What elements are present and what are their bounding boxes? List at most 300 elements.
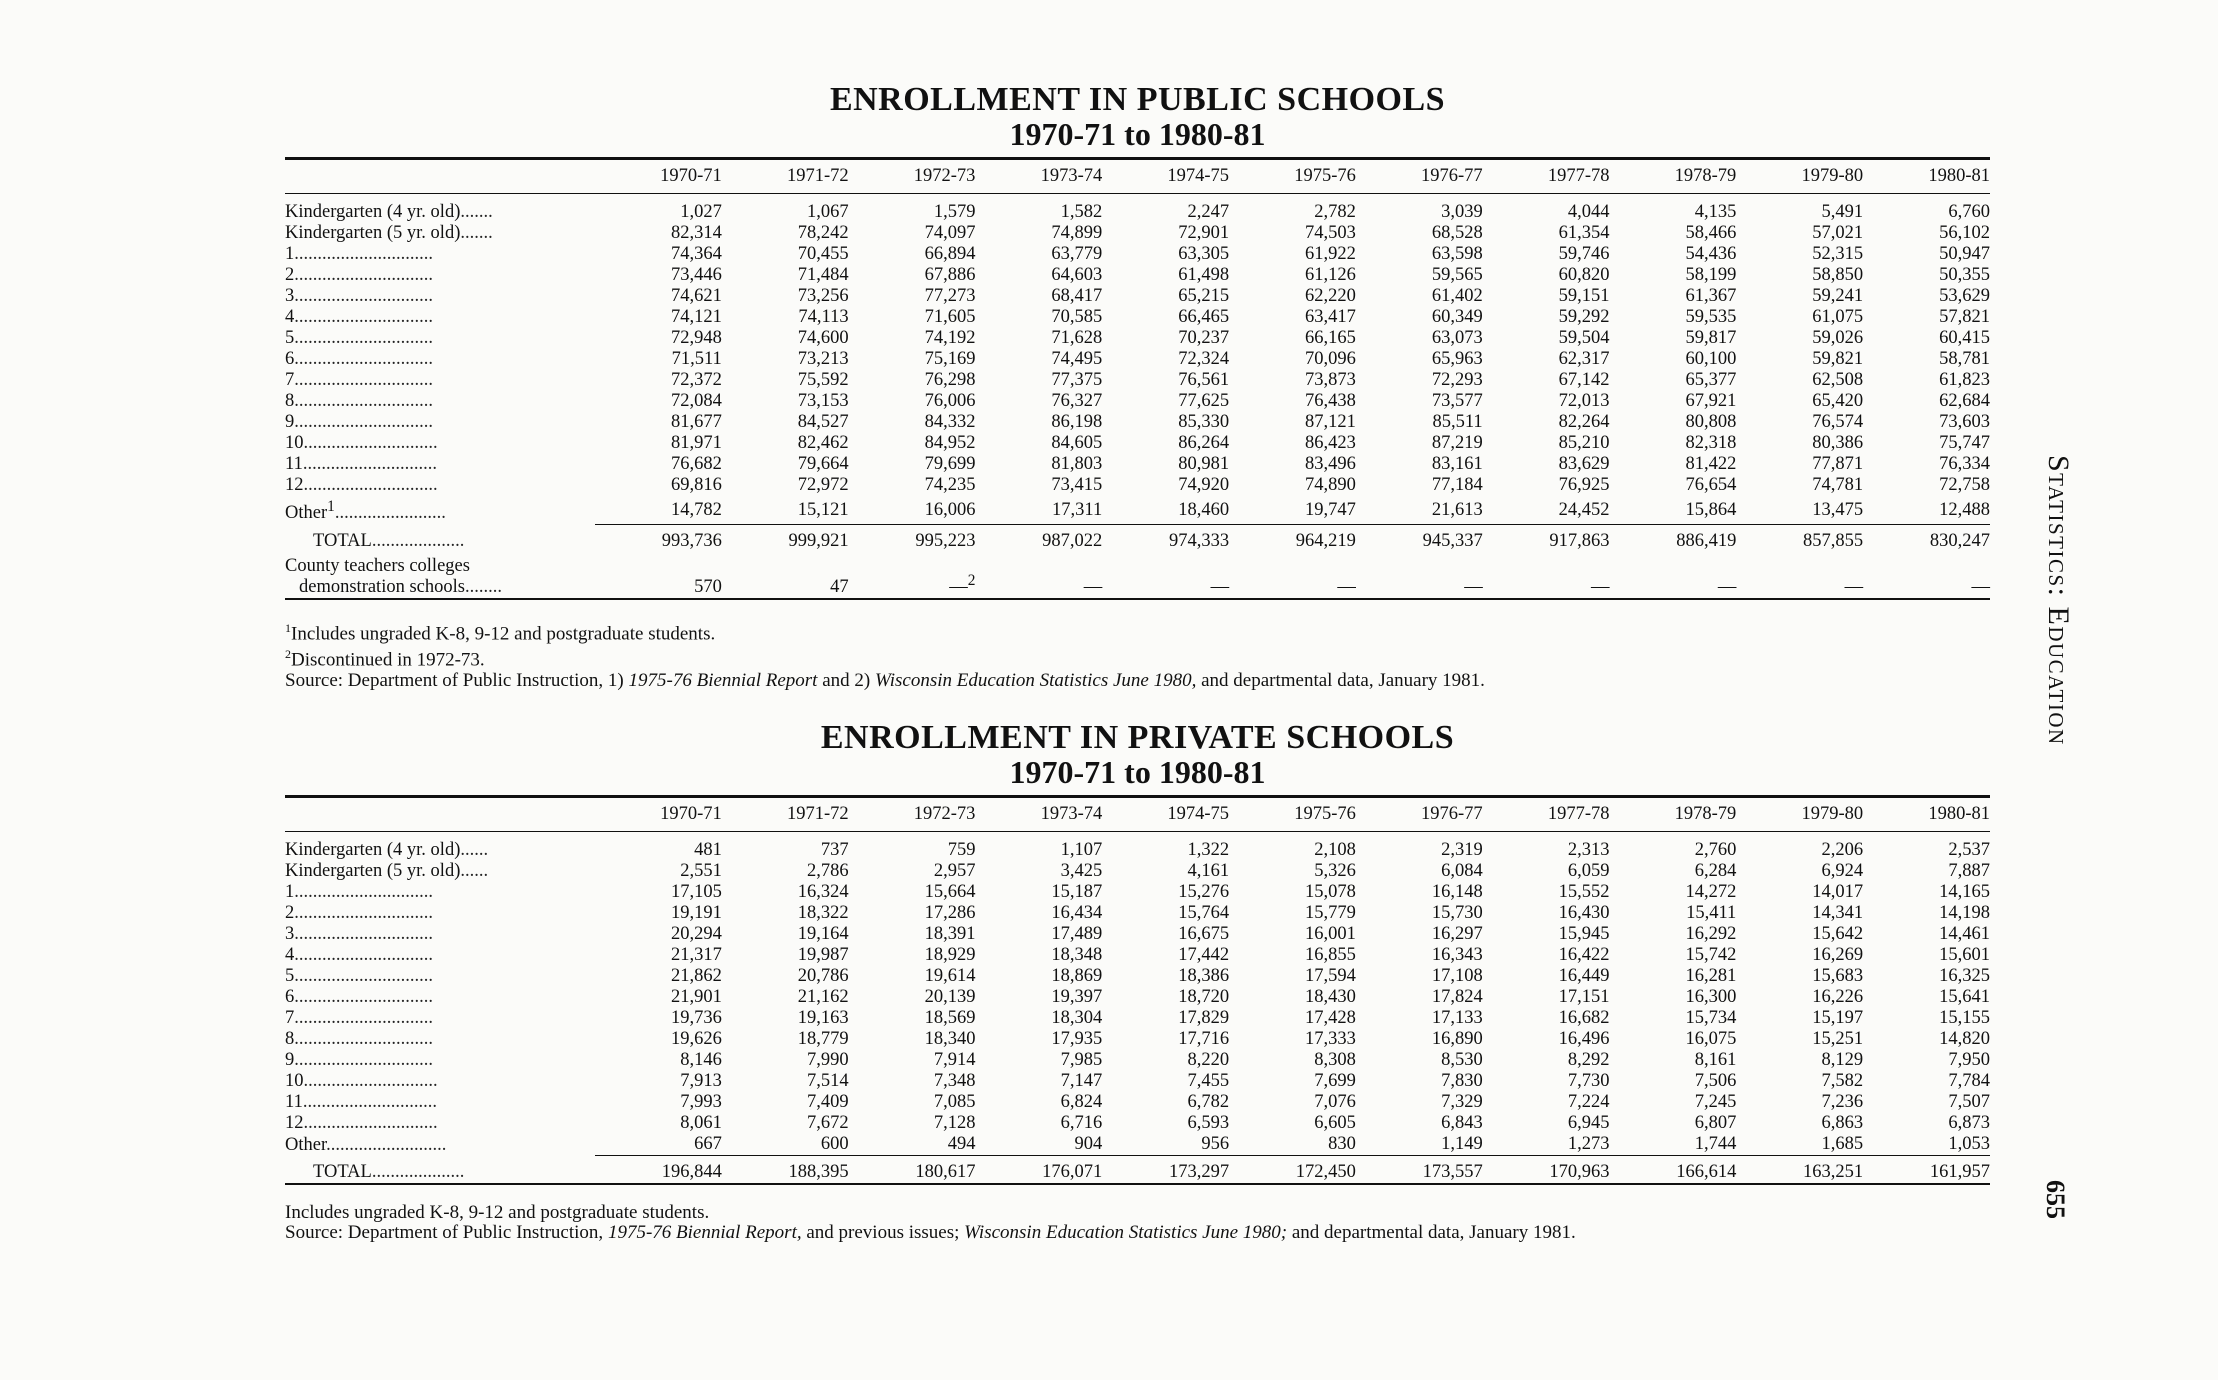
table-cell: 68,417 [1051,286,1103,307]
table-cell: 7,076 [1314,1092,1356,1113]
table-row [285,286,1990,307]
leader-dots: .............................. [294,349,433,370]
table-cell: 8,220 [1187,1050,1230,1071]
table-cell: 17,333 [1305,1029,1356,1050]
table-cell: 15,187 [1051,882,1103,903]
table-cell: 74,097 [924,223,976,244]
public-table-body [285,194,1990,599]
county-cell [1483,552,1610,599]
leader-dots: .............................. [294,328,433,349]
table-cell: 73,446 [670,265,722,286]
table-cell: 74,192 [924,328,976,349]
public-title: ENROLLMENT IN PUBLIC SCHOOLS [829,81,1446,118]
table-cell: 7,506 [1694,1071,1737,1092]
table-cell: 76,298 [924,370,976,391]
table-cell: 4,135 [1694,202,1737,223]
table-cell: 830 [1328,1134,1356,1155]
table-cell: 2,206 [1821,840,1864,861]
table-cell: 62,508 [1812,370,1864,391]
table-cell: 15,121 [797,499,849,520]
table-cell: 15,742 [1685,945,1737,966]
table-cell: 20,139 [924,987,976,1008]
table-cell: 15,078 [1305,882,1356,903]
year-header: 1973-74 [975,160,1102,194]
table-cell: 59,151 [1558,286,1610,307]
table-cell: 63,598 [1431,244,1483,265]
table-cell: 14,341 [1812,903,1864,924]
table-cell: 19,397 [1051,987,1103,1008]
year-header: 1977-78 [1483,798,1610,832]
row-label-text: 2 [285,903,295,924]
table-cell: 1,685 [1821,1134,1864,1155]
county-cell [1356,552,1483,599]
row-label-text: 8 [285,391,295,412]
county-label [285,552,595,599]
page-number: 655 [2041,1180,2070,1219]
total-cell: 176,071 [975,1156,1102,1185]
leader-dots: .............................. [294,307,433,328]
table-cell: 82,264 [1558,412,1610,433]
table-cell: 7,409 [807,1092,849,1113]
table-cell: 18,430 [1305,987,1356,1008]
year-header: 1980-81 [1863,160,1990,194]
table-row [285,496,1990,524]
table-cell: 75,747 [1939,433,1990,454]
table-cell: 6,716 [1060,1113,1103,1134]
table-cell: 87,219 [1431,433,1483,454]
table-cell: 7,993 [680,1092,722,1113]
table-cell: 16,300 [1685,987,1737,1008]
table-cell: 1,149 [1441,1134,1483,1155]
table-cell: 72,324 [1178,349,1230,370]
table-cell: 16,281 [1685,966,1737,987]
total-row [285,1156,1990,1185]
table-cell: 76,925 [1558,475,1610,496]
table-cell: 70,237 [1178,328,1230,349]
leader-dots: .............................. [294,370,433,391]
table-cell: 59,026 [1812,328,1864,349]
table-row [285,924,1990,945]
header-blank-cell [285,160,595,194]
table-cell: 84,952 [924,433,976,454]
table-cell: 14,017 [1812,882,1864,903]
public-enrollment-table [285,160,1990,600]
row-label [285,1134,595,1156]
table-cell: 17,829 [1178,1008,1230,1029]
table-cell: 8,146 [680,1050,722,1071]
row-label-text: 2 [285,265,295,286]
table-cell: 16,430 [1558,903,1610,924]
table-cell: 17,428 [1305,1008,1356,1029]
table-cell: 7,147 [1060,1071,1103,1092]
row-label [285,945,595,966]
table-cell: 80,386 [1812,433,1864,454]
year-header: 1971-72 [722,160,849,194]
table-cell: 59,504 [1558,328,1610,349]
public-enrollment-section [285,82,1990,691]
table-cell: 74,899 [1051,223,1103,244]
table-row [285,1029,1990,1050]
table-cell: 16,890 [1431,1029,1483,1050]
table-row [285,307,1990,328]
table-cell: 494 [947,1134,976,1155]
table-row [285,1071,1990,1092]
table-cell: 77,625 [1178,391,1230,412]
leader-dots: ........................ [334,503,446,524]
row-label-text: 8 [285,1029,295,1050]
table-cell: 73,603 [1939,412,1990,433]
row-label [285,194,595,224]
table-row [285,391,1990,412]
table-cell: 17,286 [924,903,976,924]
county-value: — [1971,576,1990,597]
row-label-text: 12 [285,1113,304,1134]
table-cell: 18,569 [924,1008,976,1029]
table-cell: 16,226 [1812,987,1864,1008]
row-label-text: Other [285,503,328,524]
table-cell: 19,747 [1305,499,1356,520]
public-source: Source: Department of Public Instruction, 1) 1975-76 Biennial Report and 2) Wisconsin Education Statistics June 1980, and departmental data, January 1981. [285,669,1485,691]
county-row [285,552,1990,599]
table-row [285,882,1990,903]
year-header: 1970-71 [595,160,722,194]
county-label-line2-text: demonstration schools [299,576,465,597]
table-cell: 74,495 [1051,349,1103,370]
table-cell: 61,823 [1939,370,1990,391]
county-value: — [1591,576,1610,597]
row-label [285,832,595,862]
table-cell: 6,605 [1314,1113,1356,1134]
table-cell: 83,496 [1305,454,1356,475]
table-cell: 14,461 [1939,924,1990,945]
private-enrollment-section [285,720,1990,1243]
table-cell: 1,273 [1567,1134,1610,1155]
row-label-text: 5 [285,328,295,349]
table-cell: 5,326 [1314,861,1356,882]
row-label-text: 10 [285,433,304,454]
table-cell: 79,699 [924,454,976,475]
row-label [285,265,595,286]
table-cell: 20,294 [670,924,722,945]
table-cell: 67,886 [924,265,976,286]
table-cell: 7,950 [1948,1050,1990,1071]
year-header: 1976-77 [1356,798,1483,832]
total-row [285,524,1990,552]
table-cell: 6,084 [1441,861,1483,882]
table-row [285,987,1990,1008]
table-cell: 6,059 [1567,861,1610,882]
total-cell: 173,297 [1102,1156,1229,1185]
table-cell: 8,292 [1567,1050,1610,1071]
header-blank-cell [285,798,595,832]
row-label [285,391,595,412]
table-cell: 759 [947,840,976,861]
table-cell: 17,824 [1431,987,1483,1008]
table-cell: 74,600 [797,328,849,349]
private-table-body [285,832,1990,1185]
table-cell: 15,197 [1812,1008,1864,1029]
table-cell: 6,760 [1948,202,1990,223]
table-cell: 73,873 [1305,370,1356,391]
private-source: Source: Department of Public Instruction, 1975-76 Biennial Report, and previous issues; Wisconsin Education Statistics June 1980; and departmental data, January 1981. [285,1222,1576,1244]
private-footnote-1: Includes ungraded K-8, 9-12 and postgraduate students. [285,1202,710,1224]
table-cell: 8,308 [1314,1050,1356,1071]
row-label [285,328,595,349]
table-cell: 67,142 [1558,370,1610,391]
table-cell: 6,924 [1821,861,1864,882]
table-cell: 24,452 [1558,499,1610,520]
row-label-text: 10 [285,1071,304,1092]
table-cell: 16,075 [1685,1029,1737,1050]
table-cell: 86,264 [1178,433,1230,454]
county-cell [595,552,722,599]
table-cell: 16,148 [1431,882,1483,903]
table-cell: 15,734 [1685,1008,1737,1029]
total-cell: 166,614 [1610,1156,1737,1185]
table-row [285,1008,1990,1029]
table-cell: 667 [694,1134,722,1155]
year-header: 1979-80 [1736,798,1863,832]
table-cell: 58,850 [1812,265,1864,286]
table-cell: 82,314 [670,223,722,244]
total-cell: 170,963 [1483,1156,1610,1185]
row-label [285,1071,595,1092]
table-cell: 6,843 [1441,1113,1483,1134]
total-label-text: TOTAL [313,530,372,551]
table-cell: 1,053 [1948,1134,1990,1155]
row-label [285,286,595,307]
table-cell: 13,475 [1812,499,1864,520]
table-cell: 85,511 [1432,412,1483,433]
public-footnote-1: $^1$Includes ungraded K-8, 9-12 and postgraduate students. [285,620,716,645]
row-label [285,1092,595,1113]
table-cell: 7,128 [933,1113,976,1134]
county-value: — [949,576,968,597]
table-cell: 64,603 [1051,265,1103,286]
table-cell: 8,129 [1821,1050,1864,1071]
row-label [285,1029,595,1050]
table-cell: 16,269 [1812,945,1864,966]
leader-dots: .............................. [294,987,433,1008]
table-cell: 71,605 [924,307,976,328]
table-cell: 66,165 [1305,328,1356,349]
table-cell: 63,417 [1305,307,1356,328]
leader-dots: .............................. [294,924,433,945]
table-cell: 18,929 [924,945,976,966]
table-cell: 68,528 [1431,223,1483,244]
table-cell: 19,163 [797,1008,849,1029]
table-cell: 74,113 [798,307,849,328]
private-header-row [285,798,1990,832]
table-cell: 14,165 [1939,882,1990,903]
table-cell: 70,096 [1305,349,1356,370]
table-cell: 84,332 [924,412,976,433]
leader-dots: .............................. [294,1029,433,1050]
table-cell: 17,489 [1051,924,1103,945]
table-cell: 65,377 [1685,370,1737,391]
table-cell: 60,820 [1558,265,1610,286]
total-cell: 945,337 [1356,524,1483,552]
table-cell: 1,027 [680,202,722,223]
table-cell: 21,162 [797,987,849,1008]
table-cell: 7,085 [933,1092,976,1113]
table-cell: 20,786 [797,966,849,987]
table-cell: 16,006 [924,499,976,520]
county-label-line2 [285,577,595,598]
table-cell: 59,746 [1558,244,1610,265]
leader-dots: .............................. [294,966,433,987]
county-value: — [1844,576,1864,597]
total-label [285,524,595,552]
table-row [285,244,1990,265]
table-cell: 2,108 [1314,840,1356,861]
table-row [285,223,1990,244]
table-cell: 65,215 [1178,286,1230,307]
county-label-line1: County teachers colleges [285,555,470,576]
table-cell: 15,664 [924,882,976,903]
public-footnotes [285,618,1990,691]
year-header: 1980-81 [1863,798,1990,832]
row-label-text: Kindergarten (4 yr. old) [285,202,461,223]
table-cell: 74,503 [1305,223,1356,244]
table-cell: 7,913 [680,1071,722,1092]
table-cell: 61,075 [1812,307,1864,328]
table-cell: 76,682 [670,454,722,475]
table-cell: 15,683 [1812,966,1864,987]
table-cell: 15,276 [1178,882,1230,903]
private-title-block [285,720,1990,789]
footnote-marker: 2 [967,571,976,589]
table-cell: 81,803 [1051,454,1103,475]
table-cell: 6,593 [1187,1113,1230,1134]
row-label [285,244,595,265]
table-cell: 58,199 [1685,265,1737,286]
table-cell: 15,411 [1686,903,1737,924]
table-cell: 17,133 [1431,1008,1483,1029]
total-cell: 995,223 [849,524,976,552]
table-cell: 16,855 [1305,945,1356,966]
table-cell: 18,340 [924,1029,976,1050]
table-cell: 6,824 [1060,1092,1103,1113]
total-cell: 163,251 [1736,1156,1863,1185]
table-cell: 76,574 [1812,412,1864,433]
table-cell: 15,601 [1939,945,1990,966]
total-cell: 830,247 [1863,524,1990,552]
row-label-text: 11 [285,454,303,475]
year-header: 1973-74 [975,798,1102,832]
total-label [285,1156,595,1185]
table-cell: 15,945 [1558,924,1610,945]
year-header: 1978-79 [1610,798,1737,832]
year-header: 1972-73 [849,798,976,832]
table-cell: 16,682 [1558,1008,1610,1029]
table-cell: 18,869 [1051,966,1103,987]
leader-dots: ............................. [302,454,437,475]
year-header: 1976-77 [1356,160,1483,194]
side-running-header: Statistics: Education [2042,455,2075,746]
table-cell: 76,327 [1051,391,1103,412]
table-cell: 18,322 [797,903,849,924]
table-cell: 7,224 [1567,1092,1610,1113]
row-label [285,433,595,454]
year-header: 1979-80 [1736,160,1863,194]
table-cell: 63,073 [1431,328,1483,349]
total-cell: 917,863 [1483,524,1610,552]
leader-dots: .............................. [294,903,433,924]
table-cell: 19,191 [670,903,722,924]
total-cell: 993,736 [595,524,722,552]
table-cell: 74,920 [1178,475,1230,496]
total-cell: 180,617 [849,1156,976,1185]
row-label [285,987,595,1008]
table-cell: 74,621 [670,286,722,307]
public-title-block [285,82,1990,151]
table-cell: 86,423 [1305,433,1356,454]
table-cell: 2,957 [933,861,976,882]
table-cell: 600 [820,1134,849,1155]
county-value: — [1337,576,1356,597]
table-cell: 904 [1074,1134,1103,1155]
table-cell: 59,821 [1812,349,1864,370]
table-cell: 3,039 [1441,202,1483,223]
table-cell: 17,935 [1051,1029,1103,1050]
table-cell: 63,305 [1178,244,1230,265]
table-cell: 63,779 [1051,244,1103,265]
table-row [285,1092,1990,1113]
table-cell: 61,126 [1305,265,1356,286]
table-cell: 16,324 [797,882,849,903]
total-cell: 173,557 [1356,1156,1483,1185]
total-cell: 857,855 [1736,524,1863,552]
table-cell: 73,577 [1431,391,1483,412]
table-row [285,454,1990,475]
table-cell: 15,779 [1305,903,1356,924]
table-cell: 15,730 [1431,903,1483,924]
table-cell: 18,460 [1178,499,1230,520]
table-cell: 62,317 [1558,349,1610,370]
year-header: 1971-72 [722,798,849,832]
table-cell: 18,386 [1178,966,1230,987]
table-cell: 16,343 [1431,945,1483,966]
table-cell: 21,317 [670,945,722,966]
table-cell: 62,684 [1939,391,1990,412]
table-cell: 65,420 [1812,391,1864,412]
table-cell: 8,530 [1441,1050,1483,1071]
public-footnote-2: $^2$Discontinued in 1972-73. [285,647,485,671]
table-cell: 2,551 [680,861,722,882]
total-cell: 974,333 [1102,524,1229,552]
row-label [285,475,595,496]
row-label [285,903,595,924]
private-footnotes [285,1203,1990,1243]
table-cell: 16,675 [1178,924,1230,945]
county-value: — [1083,576,1103,597]
table-cell: 19,626 [670,1029,722,1050]
table-row [285,328,1990,349]
total-cell: 964,219 [1229,524,1356,552]
table-cell: 17,716 [1178,1029,1230,1050]
county-cell [975,552,1102,599]
table-cell: 82,462 [797,433,849,454]
row-label-text: 4 [285,307,295,328]
table-cell: 50,947 [1939,244,1990,265]
table-cell: 15,864 [1685,499,1737,520]
leader-dots: .............................. [294,391,433,412]
county-value: — [1464,576,1483,597]
table-cell: 83,161 [1431,454,1483,475]
table-cell: 52,315 [1812,244,1864,265]
year-header: 1972-73 [849,160,976,194]
